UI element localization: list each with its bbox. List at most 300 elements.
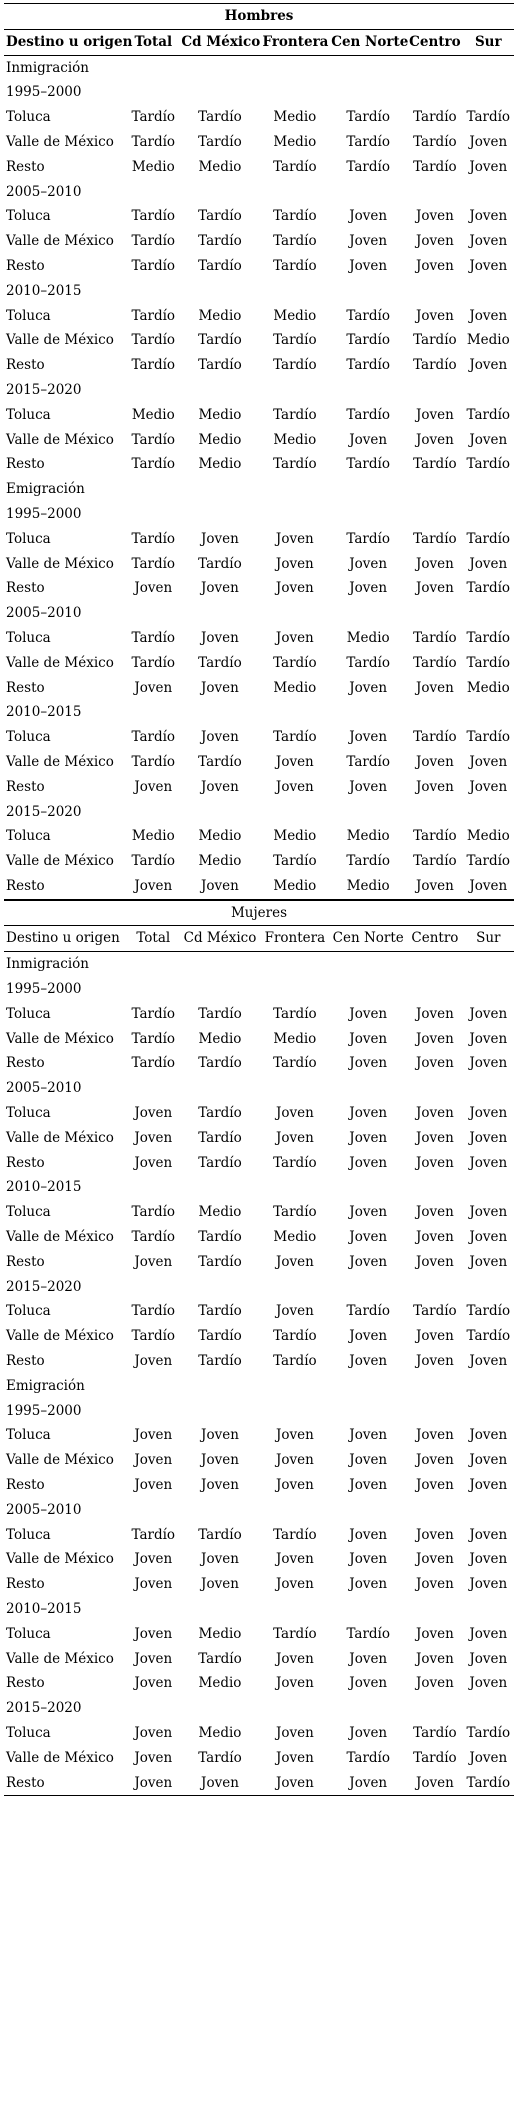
row-label: Resto: [6, 1154, 45, 1171]
table-cell: Joven: [415, 753, 454, 770]
table-cell: Joven: [469, 133, 508, 150]
table-cell: Tardío: [413, 332, 457, 349]
row-label: Valle de México: [6, 233, 114, 250]
table-cell: Joven: [415, 1427, 454, 1444]
table-cell: Joven: [349, 679, 388, 696]
table-cell: Medio: [131, 406, 175, 423]
table-row: [4, 1473, 514, 1498]
table-cell: Joven: [349, 1204, 388, 1221]
table-cell: Medio: [273, 1229, 317, 1246]
period-row: [4, 1498, 514, 1523]
table-cell: Joven: [415, 778, 454, 795]
table-cell: Tardío: [131, 1005, 176, 1022]
document: [4, 3, 514, 1796]
table-cell: Tardío: [198, 1526, 242, 1543]
table-cell: Medio: [273, 828, 317, 845]
table-cell: Joven: [275, 1650, 314, 1667]
table-cell: Joven: [469, 1005, 508, 1022]
section-row: [4, 1374, 514, 1399]
table-body: [4, 952, 514, 1796]
row-label: Valle de México: [6, 853, 114, 870]
header-cell: Sur: [463, 926, 514, 952]
table-cell: Tardío: [131, 853, 176, 870]
table-row: [4, 254, 514, 279]
table-cell: Joven: [469, 1551, 508, 1568]
table-cell: Joven: [134, 1749, 173, 1766]
period-label: 2005–2010: [6, 605, 82, 622]
period-row: [4, 1175, 514, 1200]
table-cell: Medio: [198, 1030, 242, 1047]
table-cell: Medio: [198, 1675, 242, 1692]
row-label: Valle de México: [6, 753, 114, 770]
table-cell: Tardío: [131, 133, 176, 150]
table-cell: Tardío: [273, 1625, 317, 1642]
table-cell: Tardío: [131, 753, 176, 770]
period-label: 1995–2000: [6, 981, 82, 998]
table-cell: Joven: [349, 1154, 388, 1171]
table-cell: Tardío: [131, 530, 176, 547]
period-label: 2005–2010: [6, 1501, 82, 1518]
table-cell: Medio: [260, 874, 329, 899]
table-cell: Joven: [134, 1625, 173, 1642]
table-cell: Tardío: [466, 629, 511, 646]
table-cell: Joven: [469, 1253, 508, 1270]
table-cell: Joven: [261, 1771, 330, 1796]
table-cell: Medio: [346, 828, 390, 845]
table-cell: Joven: [201, 580, 239, 597]
table-cell: Medio: [273, 1030, 317, 1047]
table-cell: Tardío: [273, 1526, 317, 1543]
period-row: [4, 1076, 514, 1101]
table-cell: Joven: [134, 1675, 173, 1692]
table-cell: Tardío: [131, 1204, 176, 1221]
header-cell: Cen Norte: [329, 926, 407, 952]
row-label: Resto: [4, 874, 127, 899]
period-label: 1995–2000: [6, 505, 82, 522]
table-row: [4, 824, 514, 849]
table-cell: Medio: [273, 307, 317, 324]
header-cell: Total: [127, 29, 179, 55]
table-cell: Tardío: [131, 1229, 176, 1246]
table-row: [4, 1349, 514, 1374]
table-row: [4, 1771, 514, 1796]
period-label: 2015–2020: [6, 1278, 82, 1295]
section-row: [4, 477, 514, 502]
period-label: 1995–2000: [6, 84, 82, 101]
table-cell: Medio: [198, 158, 242, 175]
period-row: [4, 800, 514, 825]
table-cell: Tardío: [198, 1328, 242, 1345]
table-hombres: [4, 3, 514, 900]
table-cell: Joven: [349, 1030, 388, 1047]
table-cell: Joven: [349, 257, 388, 274]
table-cell: Joven: [275, 1576, 314, 1593]
table-cell: Tardío: [198, 208, 242, 225]
table-cell: Tardío: [346, 109, 390, 126]
table-cell: Tardío: [273, 729, 317, 746]
table-mujeres: [4, 900, 514, 1797]
table-cell: Tardío: [466, 654, 511, 671]
table-cell: Joven: [469, 753, 508, 770]
table-cell: Joven: [469, 1477, 508, 1494]
table-cell: Joven: [134, 1129, 173, 1146]
row-label: Valle de México: [6, 1749, 114, 1766]
header-cell: Frontera: [260, 29, 329, 55]
row-label: Resto: [6, 580, 45, 597]
table-cell: Medio: [346, 629, 390, 646]
table-cell: Tardío: [413, 853, 457, 870]
table-cell: Joven: [201, 530, 239, 547]
table-row: [4, 304, 514, 329]
table-cell: Tardío: [413, 1724, 457, 1741]
table-cell: Joven: [134, 1650, 173, 1667]
table-cell: Joven: [134, 1427, 173, 1444]
table-cell: Tardío: [273, 853, 317, 870]
table-cell: Joven: [469, 1526, 508, 1543]
table-cell: Tardío: [131, 109, 176, 126]
table-row: [4, 1523, 514, 1548]
table-cell: Joven: [349, 1427, 388, 1444]
table-cell: Tardío: [198, 357, 242, 374]
table-row: [4, 452, 514, 477]
header-cell: Centro: [407, 29, 462, 55]
row-label: Resto: [6, 456, 45, 473]
table-cell: Joven: [415, 1129, 454, 1146]
table-cell: Joven: [127, 874, 179, 899]
table-cell: Joven: [407, 874, 462, 899]
table-row: [4, 626, 514, 651]
table-cell: Tardío: [198, 1154, 242, 1171]
header-cell: Cd México: [179, 29, 260, 55]
row-label: Toluca: [6, 1724, 51, 1741]
row-label: Valle de México: [6, 1650, 114, 1667]
table-cell: Medio: [198, 1625, 242, 1642]
table-cell: Joven: [415, 1576, 454, 1593]
table-cell: Medio: [198, 1724, 242, 1741]
period-row: [4, 977, 514, 1002]
table-cell: Tardío: [131, 208, 176, 225]
table-cell: Joven: [415, 307, 454, 324]
period-row: [4, 180, 514, 205]
table-cell: Tardío: [413, 629, 457, 646]
table-row: [4, 676, 514, 701]
table-cell: Tardío: [346, 753, 390, 770]
table-cell: Tardío: [273, 1154, 317, 1171]
table-cell: Tardío: [346, 1749, 390, 1766]
table-cell: Tardío: [413, 456, 457, 473]
row-label: Valle de México: [6, 555, 114, 572]
table-cell: Tardío: [273, 1328, 317, 1345]
table-cell: Tardío: [466, 406, 511, 423]
period-row: [4, 502, 514, 527]
table-row: [4, 1547, 514, 1572]
table-cell: Tardío: [131, 307, 176, 324]
table-row: [4, 1622, 514, 1647]
row-label: Toluca: [6, 406, 51, 423]
table-cell: Medio: [131, 828, 175, 845]
table-row: [4, 527, 514, 552]
table-cell: Medio: [273, 679, 317, 696]
table-cell: Joven: [469, 1055, 508, 1072]
table-cell: Joven: [415, 1204, 454, 1221]
table-cell: Joven: [469, 158, 508, 175]
table-cell: Joven: [469, 1675, 508, 1692]
table-cell: Joven: [349, 1005, 388, 1022]
row-label: Resto: [6, 1675, 45, 1692]
table-cell: Tardío: [198, 1749, 242, 1766]
table-cell: Tardío: [273, 1005, 317, 1022]
table-cell: Joven: [201, 1551, 239, 1568]
table-cell: Tardío: [346, 406, 390, 423]
header-cell: Centro: [407, 926, 462, 952]
table-cell: Joven: [134, 580, 173, 597]
table-cell: Joven: [415, 257, 454, 274]
table-cell: Joven: [275, 1427, 314, 1444]
table-cell: Tardío: [273, 208, 317, 225]
table-cell: Joven: [469, 233, 508, 250]
table-row: [4, 552, 514, 577]
table-cell: Joven: [415, 431, 454, 448]
table-cell: Joven: [275, 1477, 314, 1494]
table-cell: Tardío: [131, 555, 176, 572]
table-cell: Joven: [469, 1625, 508, 1642]
table-cell: Tardío: [131, 257, 176, 274]
table-cell: Tardío: [463, 1771, 514, 1796]
header-cell: Cd México: [179, 926, 260, 952]
table-cell: Tardío: [131, 1055, 176, 1072]
table-cell: Tardío: [413, 729, 457, 746]
table-cell: Joven: [415, 679, 454, 696]
table-cell: Medio: [198, 853, 242, 870]
table-cell: Tardío: [346, 307, 390, 324]
table-cell: Joven: [349, 1477, 388, 1494]
table-cell: Joven: [134, 1353, 173, 1370]
table-cell: Joven: [415, 1030, 454, 1047]
row-label: Toluca: [6, 729, 51, 746]
table-cell: Joven: [469, 1427, 508, 1444]
period-row: [4, 1275, 514, 1300]
table-cell: Joven: [201, 629, 239, 646]
table-cell: Joven: [134, 778, 173, 795]
row-label: Resto: [6, 1353, 45, 1370]
table-cell: Joven: [275, 1749, 314, 1766]
table-row: [4, 1051, 514, 1076]
header-cell: Cen Norte: [329, 29, 407, 55]
table-cell: Tardío: [466, 580, 511, 597]
table-cell: Medio: [273, 109, 317, 126]
table-row: [4, 1647, 514, 1672]
table-cell: Tardío: [198, 1105, 242, 1122]
table-cell: Joven: [469, 1154, 508, 1171]
table-cell: Joven: [407, 1771, 462, 1796]
table-cell: Tardío: [413, 1749, 457, 1766]
row-label: Toluca: [6, 1204, 51, 1221]
table-cell: Tardío: [273, 357, 317, 374]
table-cell: Joven: [275, 1303, 314, 1320]
table-cell: Joven: [349, 778, 388, 795]
period-row: [4, 1399, 514, 1424]
section-label: Inmigración: [6, 59, 89, 76]
table-cell: Joven: [415, 1353, 454, 1370]
table-row: [4, 1002, 514, 1027]
row-label: Resto: [4, 1771, 127, 1796]
table-cell: Joven: [469, 1749, 508, 1766]
period-label: 2005–2010: [6, 183, 82, 200]
table-row: [4, 1250, 514, 1275]
table-cell: Tardío: [198, 109, 242, 126]
row-label: Toluca: [6, 1005, 51, 1022]
table-cell: Tardío: [273, 257, 317, 274]
table-row: [4, 1200, 514, 1225]
table-cell: Joven: [329, 1771, 407, 1796]
table-cell: Tardío: [131, 729, 176, 746]
table-cell: Medio: [273, 133, 317, 150]
table-cell: Joven: [349, 1452, 388, 1469]
table-cell: Tardío: [273, 332, 317, 349]
table-cell: Tardío: [131, 332, 176, 349]
table-cell: Joven: [349, 1724, 388, 1741]
table-cell: Medio: [466, 828, 510, 845]
table-cell: Joven: [275, 580, 314, 597]
table-cell: Joven: [201, 679, 239, 696]
table-cell: Medio: [131, 158, 175, 175]
table-row: [4, 403, 514, 428]
table-row: [4, 750, 514, 775]
period-label: 2010–2015: [6, 282, 82, 299]
table-cell: Joven: [469, 431, 508, 448]
table-cell: Tardío: [198, 654, 242, 671]
table-cell: Tardío: [273, 456, 317, 473]
table-cell: Joven: [134, 1253, 173, 1270]
table-cell: Joven: [349, 1328, 388, 1345]
table-cell: Tardío: [273, 1353, 317, 1370]
table-cell: Joven: [415, 1551, 454, 1568]
table-cell: Joven: [469, 357, 508, 374]
table-row: [4, 1721, 514, 1746]
row-label: Toluca: [6, 629, 51, 646]
table-cell: Tardío: [346, 1303, 390, 1320]
table-cell: Joven: [469, 1105, 508, 1122]
table-cell: Tardío: [466, 729, 511, 746]
table-cell: Joven: [134, 679, 173, 696]
table-cell: Joven: [469, 1576, 508, 1593]
table-cell: Tardío: [466, 853, 511, 870]
table-row: [4, 725, 514, 750]
table-cell: Tardío: [413, 158, 457, 175]
row-label: Valle de México: [6, 1129, 114, 1146]
period-row: [4, 378, 514, 403]
period-row: [4, 601, 514, 626]
row-label: Valle de México: [6, 1328, 114, 1345]
table-cell: Joven: [469, 1129, 508, 1146]
table-cell: Joven: [469, 208, 508, 225]
header-row: [4, 29, 514, 55]
table-cell: Tardío: [413, 530, 457, 547]
table-row: [4, 1572, 514, 1597]
header-cell: Frontera: [261, 926, 330, 952]
table-cell: Joven: [275, 1452, 314, 1469]
table-row: [4, 1671, 514, 1696]
table-cell: Tardío: [198, 133, 242, 150]
table-cell: Tardío: [131, 431, 176, 448]
row-label: Resto: [6, 357, 45, 374]
row-label: Toluca: [6, 307, 51, 324]
row-label: Resto: [6, 257, 45, 274]
table-row: [4, 1746, 514, 1771]
table-cell: Joven: [415, 1526, 454, 1543]
table-cell: Joven: [415, 1055, 454, 1072]
table-body: [4, 55, 514, 899]
table-cell: Joven: [275, 1129, 314, 1146]
table-cell: Joven: [349, 1650, 388, 1667]
row-label: Valle de México: [6, 1452, 114, 1469]
row-label: Valle de México: [6, 1551, 114, 1568]
header-row: [4, 926, 514, 952]
period-label: 2010–2015: [6, 704, 82, 721]
table-cell: Joven: [275, 753, 314, 770]
table-cell: Joven: [415, 1650, 454, 1667]
table-cell: Joven: [349, 1675, 388, 1692]
table-cell: Tardío: [131, 629, 176, 646]
row-label: Valle de México: [6, 332, 114, 349]
table-cell: Joven: [179, 1771, 260, 1796]
table-cell: Joven: [415, 1005, 454, 1022]
table-cell: Tardío: [413, 133, 457, 150]
table-cell: Tardío: [273, 233, 317, 250]
table-cell: Medio: [198, 456, 242, 473]
table-cell: Joven: [201, 1427, 239, 1444]
table-cell: Joven: [349, 1105, 388, 1122]
table-cell: Tardío: [198, 555, 242, 572]
table-cell: Tardío: [131, 357, 176, 374]
table-cell: Medio: [198, 828, 242, 845]
row-label: Toluca: [6, 208, 51, 225]
row-label: Resto: [6, 1055, 45, 1072]
table-cell: Tardío: [198, 753, 242, 770]
table-cell: Tardío: [346, 158, 390, 175]
table-cell: Joven: [349, 233, 388, 250]
table-cell: Joven: [349, 1253, 388, 1270]
table-row: [4, 229, 514, 254]
header-cell: Destino u origen: [4, 926, 127, 952]
table-cell: Joven: [469, 1452, 508, 1469]
table-cell: Joven: [415, 1477, 454, 1494]
table-cell: Tardío: [198, 1055, 242, 1072]
table-cell: Tardío: [198, 1303, 242, 1320]
row-label: Valle de México: [6, 133, 114, 150]
table-cell: Tardío: [466, 456, 511, 473]
table-cell: Joven: [349, 208, 388, 225]
table-cell: Tardío: [131, 1303, 176, 1320]
table-cell: Joven: [415, 1253, 454, 1270]
table-cell: Tardío: [198, 257, 242, 274]
table-row: [4, 1151, 514, 1176]
section-label: Emigración: [6, 481, 85, 498]
table-cell: Joven: [349, 1576, 388, 1593]
table-cell: Tardío: [131, 1030, 176, 1047]
table-row: [4, 1126, 514, 1151]
table-row: [4, 775, 514, 800]
period-label: 2015–2020: [6, 1700, 82, 1717]
table-cell: Tardío: [131, 456, 176, 473]
table-cell: Joven: [469, 1353, 508, 1370]
row-label: Valle de México: [6, 431, 114, 448]
table-cell: Tardío: [198, 1129, 242, 1146]
row-label: Resto: [6, 1253, 45, 1270]
table-cell: Medio: [273, 431, 317, 448]
row-label: Toluca: [6, 1105, 51, 1122]
table-cell: Tardío: [413, 1303, 457, 1320]
